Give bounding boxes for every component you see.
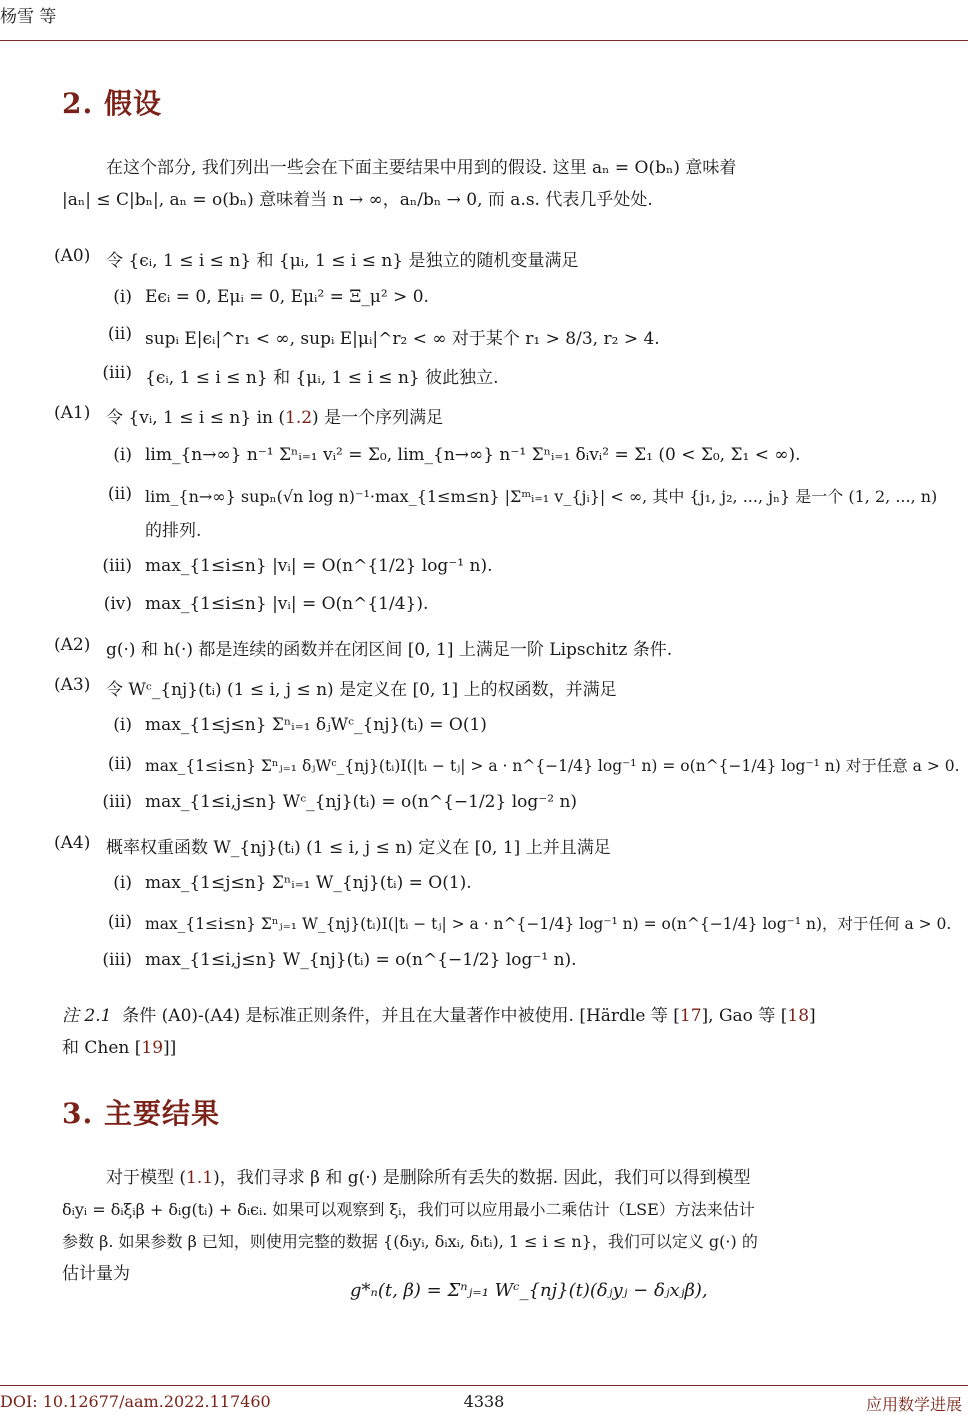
- a3-item-iii-text: max_{1≤i,j≤n} Wᶜ_{nj}(tᵢ) = o(n^{−1/2} log⁻² n): [145, 792, 578, 812]
- results-text-1b: )，我们寻求 β 和 g(·) 是删除所有丢失的数据. 因此，我们可以得到模型: [213, 1168, 751, 1188]
- a0-item-iii-label: (iii): [102, 363, 132, 383]
- a1-item-iii-label: (iii): [102, 556, 132, 576]
- a3-item-i-text: max_{1≤j≤n} Σⁿᵢ₌₁ δⱼWᶜ_{nj}(tᵢ) = O(1): [145, 715, 487, 735]
- results-paragraph: [62, 1162, 964, 1290]
- results-text-1a: 对于模型 (: [106, 1168, 187, 1188]
- a1-ref-link[interactable]: 1.2: [285, 408, 313, 428]
- a4-item-i-text: max_{1≤j≤n} Σⁿᵢ₌₁ W_{nj}(tᵢ) = O(1).: [145, 873, 472, 893]
- results-line-1: [62, 1162, 964, 1194]
- a4-item-iii-label: (iii): [102, 950, 132, 970]
- results-line-2: δᵢyᵢ = δᵢξᵢβ + δᵢg(tᵢ) + δᵢϵᵢ. 如果可以观察到 ξᵢ，我们可以应用最小二乘估计（LSE）方法来估计: [62, 1200, 755, 1219]
- intro-paragraph: [62, 152, 964, 216]
- header-author: 杨雪 等: [0, 7, 57, 27]
- section-2-title: 2. 假设: [62, 87, 162, 120]
- remark-label: 注 2.1: [62, 1006, 112, 1026]
- ref-19-link[interactable]: 19: [141, 1038, 164, 1058]
- assumption-a2-label: (A2): [54, 635, 91, 655]
- ref-1-1-link[interactable]: 1.1: [186, 1168, 214, 1188]
- remark-line-2: [62, 1032, 964, 1064]
- a0-item-ii-label: (ii): [107, 324, 132, 344]
- a3-item-ii-label: (ii): [107, 754, 132, 774]
- footer-journal[interactable]: 应用数学进展: [865, 1395, 962, 1414]
- a0-item-i-text: Eϵᵢ = 0, Eμᵢ = 0, Eμᵢ² = Ξ_μ² > 0.: [145, 287, 429, 307]
- assumption-a4-label: (A4): [54, 833, 91, 853]
- assumption-a0-text: 令 {ϵᵢ, 1 ≤ i ≤ n} 和 {μᵢ, 1 ≤ i ≤ n} 是独立的随机变量满足: [106, 251, 579, 271]
- a4-item-ii-text: max_{1≤i≤n} Σⁿⱼ₌₁ W_{nj}(tᵢ)I(|tᵢ − tⱼ| > a · n^{−1/4} log⁻¹ n) = o(n^{−1/4} log⁻¹ n)，对于任何 a > 0.: [145, 915, 952, 933]
- a4-item-iii-text: max_{1≤i,j≤n} W_{nj}(tᵢ) = o(n^{−1/2} log⁻¹ n).: [145, 950, 577, 970]
- intro-line-1: 在这个部分, 我们列出一些会在下面主要结果中用到的假设. 这里 aₙ = O(bₙ) 意味着: [106, 158, 737, 178]
- assumption-a1-label: (A1): [54, 403, 91, 423]
- a1-item-i-text: lim_{n→∞} n⁻¹ Σⁿᵢ₌₁ vᵢ² = Σ₀, lim_{n→∞} n⁻¹ Σⁿᵢ₌₁ δᵢvᵢ² = Σ₁ (0 < Σ₀, Σ₁ < ∞).: [145, 445, 801, 465]
- a0-item-i-label: (i): [113, 287, 132, 307]
- assumption-a3-label: (A3): [54, 675, 91, 695]
- remark-text-4: 和 Chen [: [62, 1038, 142, 1058]
- a1-item-ii-label: (ii): [107, 484, 132, 504]
- a4-item-ii-label: (ii): [107, 912, 132, 932]
- intro-line-2: |aₙ| ≤ C|bₙ|, aₙ = o(bₙ) 意味着当 n → ∞，aₙ/bₙ → 0, 而 a.s. 代表几乎处处.: [62, 190, 653, 210]
- footer-rule: [0, 1385, 968, 1386]
- ref-17-link[interactable]: 17: [679, 1006, 702, 1026]
- remark-text-2: ], Gao 等 [: [701, 1006, 788, 1026]
- assumption-a3-text: 令 Wᶜ_{nj}(tᵢ) (1 ≤ i, j ≤ n) 是定义在 [0, 1] 上的权函数，并满足: [106, 680, 617, 700]
- remark-text-1: 条件 (A0)-(A4) 是标准正则条件，并且在大量著作中被使用. [Härdle 等 [: [122, 1006, 680, 1026]
- results-line-3: 参数 β. 如果参数 β 已知，则使用完整的数据 {(δᵢyᵢ, δᵢxᵢ, δᵢtᵢ), 1 ≤ i ≤ n}，我们可以定义 g(·) 的: [62, 1232, 758, 1251]
- a1-item-ii-text: lim_{n→∞} supₙ(√n log n)⁻¹·max_{1≤m≤n} |Σᵐᵢ₌₁ v_{jᵢ}| < ∞, 其中 {j₁, j₂, ..., jₙ} 是一个 (1, 2, ..., n): [145, 487, 938, 506]
- a3-item-ii-text: max_{1≤i≤n} Σⁿⱼ₌₁ δⱼWᶜ_{nj}(tᵢ)I(|tᵢ − tⱼ| > a · n^{−1/4} log⁻¹ n) = o(n^{−1/4} log⁻¹ n) 对于任意 a > 0.: [145, 757, 960, 775]
- remark-text-5: ]]: [163, 1038, 177, 1058]
- footer-page-number: 4338: [463, 1392, 505, 1411]
- remark-text-3: ]: [809, 1006, 816, 1026]
- ref-18-link[interactable]: 18: [787, 1006, 810, 1026]
- footer-doi[interactable]: DOI: 10.12677/aam.2022.117460: [0, 1392, 271, 1411]
- a1-item-iv-label: (iv): [103, 594, 132, 614]
- a1-text-pre: 令 {vᵢ, 1 ≤ i ≤ n} in (: [106, 408, 285, 428]
- section-3-title: 3. 主要结果: [62, 1097, 220, 1130]
- a0-item-iii-text: {ϵᵢ, 1 ≤ i ≤ n} 和 {μᵢ, 1 ≤ i ≤ n} 彼此独立.: [145, 368, 499, 388]
- a3-item-iii-label: (iii): [102, 792, 132, 812]
- assumption-a2-text: g(·) 和 h(·) 都是连续的函数并在闭区间 [0, 1] 上满足一阶 Lipschitz 条件.: [106, 640, 673, 660]
- a1-item-ii-continued: 的排列.: [145, 521, 202, 541]
- remark-paragraph: [62, 1000, 964, 1064]
- equation-g-star: g*ₙ(t, β) = Σⁿⱼ₌₁ Wᶜ_{nj}(t)(δⱼyⱼ − δⱼxⱼβ),: [350, 1280, 708, 1301]
- assumption-a4-text: 概率权重函数 W_{nj}(tᵢ) (1 ≤ i, j ≤ n) 定义在 [0, 1] 上并且满足: [106, 838, 611, 858]
- a4-item-i-label: (i): [113, 873, 132, 893]
- a0-item-ii-text: supᵢ E|ϵᵢ|^r₁ < ∞, supᵢ E|μᵢ|^r₂ < ∞ 对于某个 r₁ > 8/3, r₂ > 4.: [145, 329, 660, 349]
- remark-line-1: [62, 1000, 964, 1032]
- results-line-4: 估计量为: [62, 1264, 130, 1284]
- assumption-a0-label: (A0): [54, 246, 91, 266]
- a1-text-post: ) 是一个序列满足: [312, 408, 444, 428]
- assumption-a1-text: [106, 403, 443, 428]
- a1-item-iii-text: max_{1≤i≤n} |vᵢ| = O(n^{1/2} log⁻¹ n).: [145, 556, 493, 576]
- a1-item-iv-text: max_{1≤i≤n} |vᵢ| = O(n^{1/4}).: [145, 594, 429, 614]
- a1-item-i-label: (i): [113, 445, 132, 465]
- header-rule: [0, 40, 968, 41]
- a3-item-i-label: (i): [113, 715, 132, 735]
